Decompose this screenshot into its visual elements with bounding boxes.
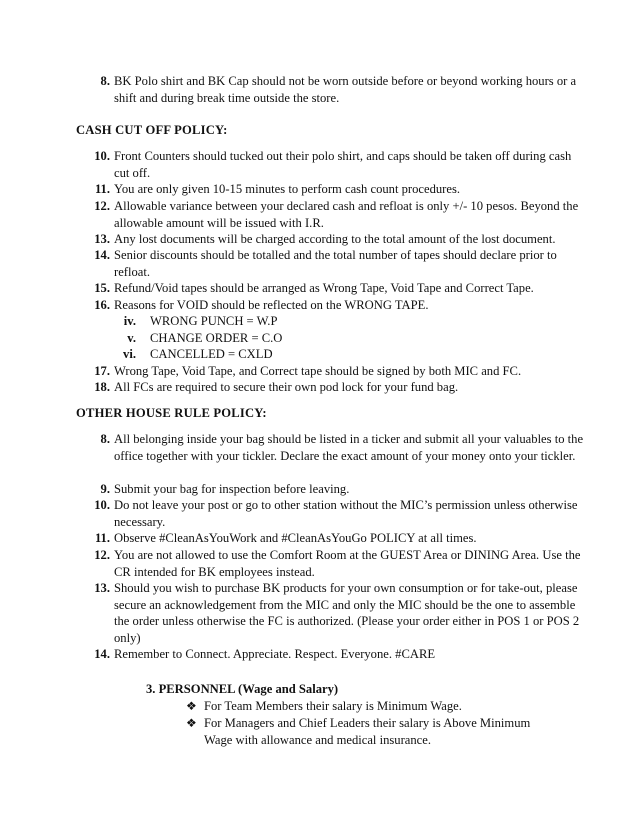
item-number: 10.: [94, 498, 110, 512]
item-text: Reasons for VOID should be reflected on the WRONG TAPE.: [114, 298, 429, 312]
item-text: Senior discounts should be totalled and the total number of tapes should declare prior to refloat.: [114, 248, 557, 279]
item-number: 12.: [94, 548, 110, 562]
item-text: Any lost documents will be charged according to the total amount of the lost document.: [114, 232, 556, 246]
personnel-heading: 3. PERSONNEL (Wage and Salary): [146, 682, 339, 696]
item-number: 14.: [94, 248, 110, 262]
house-rule-heading: OTHER HOUSE RULE POLICY:: [76, 406, 267, 420]
item-number: 11.: [94, 531, 110, 545]
item-number: 13.: [94, 232, 110, 246]
void-reason-text: WRONG PUNCH = W.P: [150, 314, 278, 328]
item-text: Wrong Tape, Void Tape, and Correct tape should be signed by both MIC and FC.: [114, 364, 522, 378]
item-number: 12.: [94, 199, 110, 213]
void-reason-text: CHANGE ORDER = C.O: [150, 331, 283, 345]
item-text: Remember to Connect. Appreciate. Respect. Everyone. #CARE: [114, 647, 436, 661]
cash-cutoff-heading: CASH CUT OFF POLICY:: [76, 123, 228, 137]
diamond-bullet-icon: ❖: [186, 716, 197, 730]
item-number: 15.: [94, 281, 110, 295]
item-number: 8.: [100, 432, 110, 446]
item-text: Observe #CleanAsYouWork and #CleanAsYouGo POLICY at all times.: [114, 531, 477, 545]
item-number: 9.: [100, 482, 110, 496]
item-number: 16.: [94, 298, 110, 312]
item-number: 14.: [94, 647, 110, 661]
roman-numeral: vi.: [123, 347, 136, 361]
item-number: 11.: [94, 182, 110, 196]
item-number: 18.: [94, 380, 110, 394]
roman-numeral: v.: [127, 331, 136, 345]
item-text: You are only given 10-15 minutes to perform cash count procedures.: [114, 182, 461, 196]
item-text: Do not leave your post or go to other station without the MIC’s permission unless otherwise necessary.: [114, 498, 578, 529]
item-number: 8.: [100, 74, 110, 88]
item-text: Front Counters should tucked out their polo shirt, and caps should be taken off during cash cut off.: [114, 149, 572, 180]
item-text: You are not allowed to use the Comfort Room at the GUEST Area or DINING Area. Use the CR intended for BK employees instead.: [114, 548, 581, 579]
item-text: All belonging inside your bag should be listed in a ticker and submit all your valuables to the office together with your tickler. Declare the exact amount of your money onto your tickler.: [114, 432, 584, 463]
bullet-text: For Team Members their salary is Minimum Wage.: [204, 699, 462, 713]
item-number: 17.: [94, 364, 110, 378]
roman-numeral: iv.: [123, 314, 136, 328]
item-text: Refund/Void tapes should be arranged as Wrong Tape, Void Tape and Correct Tape.: [114, 281, 534, 295]
item-text: Submit your bag for inspection before leaving.: [114, 482, 350, 496]
item-text: Should you wish to purchase BK products for your own consumption or for take-out, please secure an acknowledgement from the MIC and only the MIC should be the one to assemble the order unless otherwise the FC is authorized. (Please your order either in POS 1 or POS 2 only): [114, 581, 580, 645]
item-text: All FCs are required to secure their own pod lock for your fund bag.: [114, 380, 459, 394]
item-text: Allowable variance between your declared cash and refloat is only +/- 10 pesos. Beyond the allowable amount will be issued with I.R.: [114, 199, 579, 230]
item-text: BK Polo shirt and BK Cap should not be worn outside before or beyond working hours or a shift and during break time outside the store.: [114, 74, 577, 105]
void-reason-text: CANCELLED = CXLD: [150, 347, 273, 361]
diamond-bullet-icon: ❖: [186, 699, 197, 713]
item-number: 10.: [94, 149, 110, 163]
bullet-text: For Managers and Chief Leaders their salary is Above Minimum Wage with allowance and medical insurance.: [204, 716, 531, 747]
item-number: 13.: [94, 581, 110, 595]
